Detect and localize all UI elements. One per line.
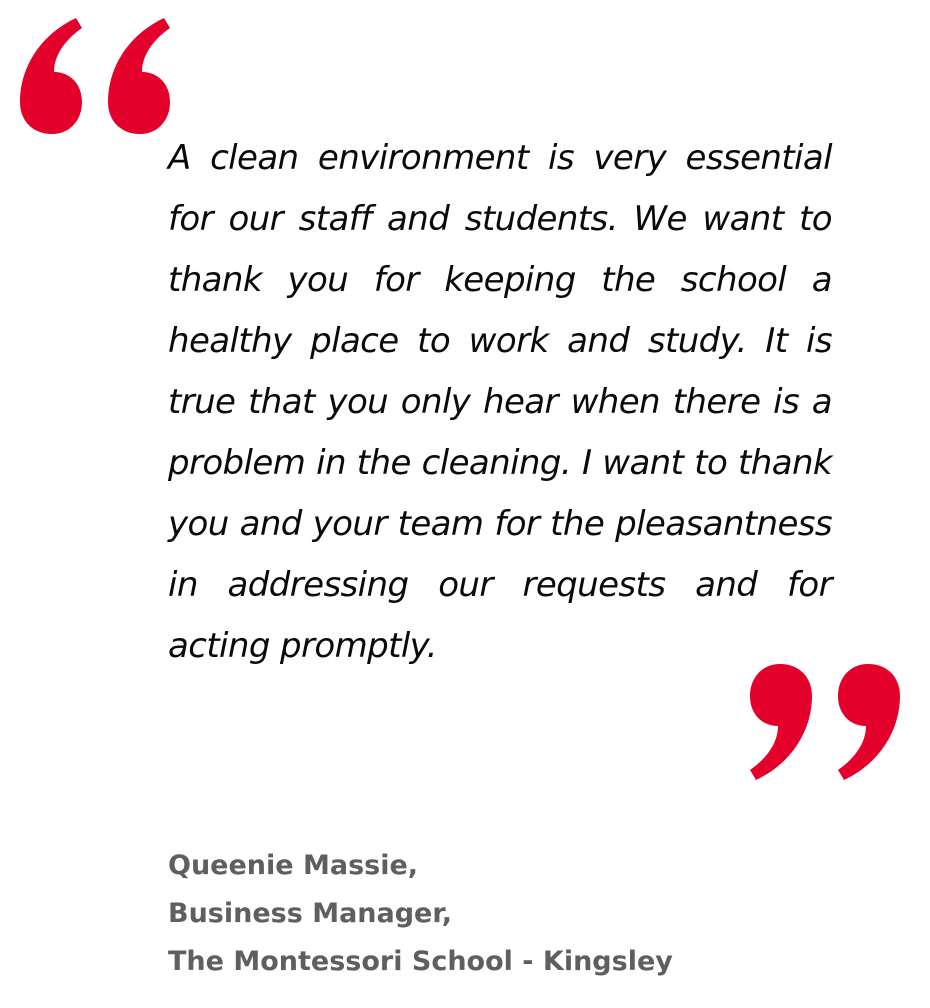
attribution bbox=[168, 842, 673, 986]
testimonial-quote: A clean environment is very essential for our staff and students. We want to thank you for keeping the school a healthy place to work and study. It is true that you only hear when there is a problem in the cleaning. I want to thank you and your team for the pleasantness in addressing our requests and for acting promptly. bbox=[168, 138, 832, 666]
close-quote-icon bbox=[738, 660, 902, 784]
author-name: Queenie Massie, bbox=[168, 850, 419, 881]
author-role: Business Manager, bbox=[168, 898, 452, 929]
open-quote-icon bbox=[18, 14, 182, 138]
author-organization: The Montessori School - Kingsley bbox=[168, 946, 673, 977]
